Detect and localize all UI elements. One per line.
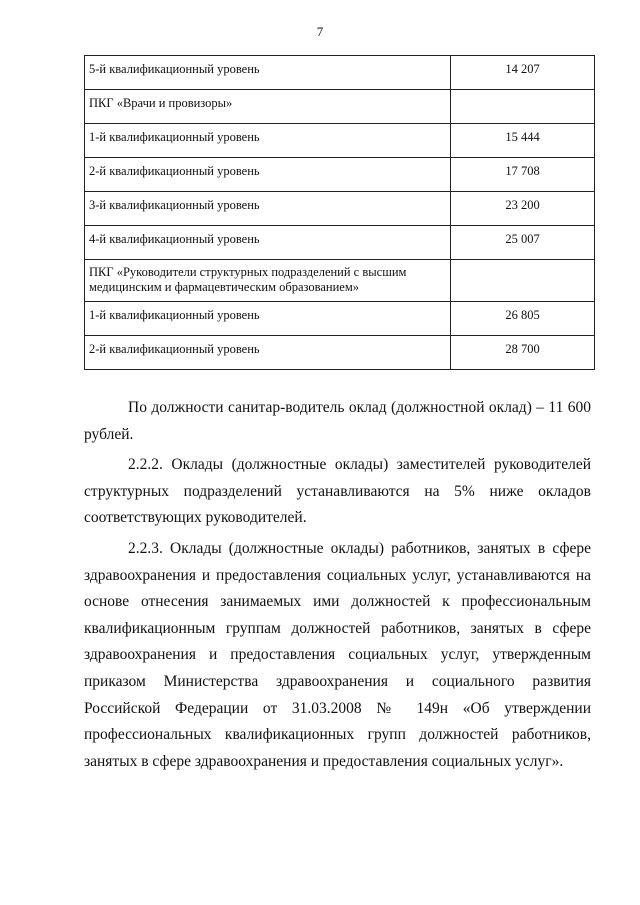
- salary-value-cell: 25 007: [451, 226, 595, 260]
- qualification-level-cell: 2-й квалификационный уровень: [85, 336, 451, 370]
- qualification-level-cell: 2-й квалификационный уровень: [85, 158, 451, 192]
- table-row: [85, 302, 595, 336]
- salary-table: [84, 55, 595, 370]
- salary-value-cell: 28 700: [451, 336, 595, 370]
- qualification-level-cell: 5-й квалификационный уровень: [85, 56, 451, 90]
- salary-value-cell: 17 708: [451, 158, 595, 192]
- salary-value-cell: 15 444: [451, 124, 595, 158]
- table-row: [85, 260, 595, 302]
- paragraph-sanitar-driver: По должности санитар-водитель оклад (должностной оклад) – 11 600 рублей.: [84, 399, 591, 443]
- salary-value-cell: [451, 260, 595, 302]
- qualification-level-cell: 1-й квалификационный уровень: [85, 124, 451, 158]
- table-row: [85, 56, 595, 90]
- salary-value-cell: 23 200: [451, 192, 595, 226]
- qualification-level-cell: 4-й квалификационный уровень: [85, 226, 451, 260]
- table-row: [85, 192, 595, 226]
- salary-value-cell: [451, 90, 595, 124]
- table-row: [85, 336, 595, 370]
- table-row: [85, 226, 595, 260]
- group-heading-cell: ПКГ «Врачи и провизоры»: [85, 90, 451, 124]
- salary-value-cell: 14 207: [451, 56, 595, 90]
- qualification-level-cell: 3-й квалификационный уровень: [85, 192, 451, 226]
- paragraph-2-2-3: 2.2.3. Оклады (должностные оклады) работников, занятых в сфере здравоохранения и предоставления социальных услуг, устанавливаются на основе отнесения занимаемых ими должностей к профессиональным квалификационным группам должностей работников, занятых в сфере здравоохранения и предоставления социальных услуг, утвержденным приказом Министерства здравоохранения и социального развития Российской Федерации от 31.03.2008 № 149н «Об утверждении профессиональных квалификационных групп должностей работников, занятых в сфере здравоохранения и предоставления социальных услуг».: [84, 539, 591, 770]
- qualification-level-cell: 1-й квалификационный уровень: [85, 302, 451, 336]
- paragraph-2-2-2: 2.2.2. Оклады (должностные оклады) заместителей руководителей структурных подразделений устанавливаются на 5% ниже окладов соответствующих руководителей.: [84, 456, 591, 527]
- group-heading-cell: ПКГ «Руководители структурных подразделений с высшим медицинским и фармацевтическим образованием»: [85, 260, 451, 302]
- page-number: 7: [316, 24, 324, 39]
- table-row: [85, 124, 595, 158]
- body-text: [84, 395, 591, 775]
- table-row: [85, 90, 595, 124]
- salary-value-cell: 26 805: [451, 302, 595, 336]
- table-row: [85, 158, 595, 192]
